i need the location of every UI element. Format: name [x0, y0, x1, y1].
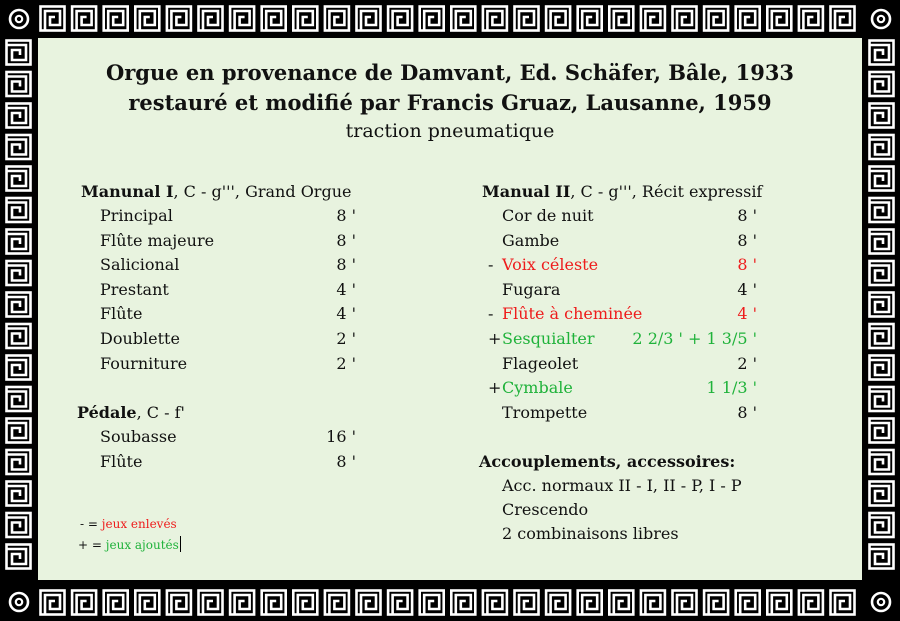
pedal-stop-size: 8 ' [336, 451, 356, 471]
accessories-heading: Accouplements, accessoires: [479, 452, 736, 471]
manual2-stop-mark: + [488, 329, 502, 348]
pedal-stop-name: Soubasse [100, 427, 177, 446]
manual2-stop-name: Flageolet [502, 353, 579, 373]
manual2-stop-name: Trompette [502, 402, 588, 422]
subtitle: traction pneumatique [345, 120, 555, 142]
manual2-stop-mark: - [488, 304, 494, 324]
manual2-stop-name: Sesquialter [502, 329, 595, 348]
manual2-stop-size: 8 ' [737, 402, 757, 422]
accessory-item: Acc. normaux II - I, II - P, I - P [502, 476, 742, 495]
manual2-stop-size: 2 ' [737, 353, 757, 373]
manual2-stop-size: 1 1/3 ' [706, 378, 757, 398]
manual2-stop-size: 2 2/3 ' + 1 3/5 ' [632, 329, 757, 348]
accessory-item: 2 combinaisons libres [502, 524, 679, 543]
legend-removed: - = jeux enlevés [80, 517, 177, 531]
manual2-stop-name: Flûte à cheminée [502, 304, 643, 324]
manual2-stop-size: 8 ' [737, 255, 757, 275]
manual2-stop-size: 4 ' [737, 279, 757, 299]
manual1-stop-name: Fourniture [100, 353, 188, 373]
manual1-stop-name: Doublette [100, 329, 180, 348]
manual2-stop-name: Voix céleste [502, 255, 599, 275]
accessory-item: Crescendo [502, 500, 589, 519]
manual1-stop-size: 2 ' [336, 353, 356, 373]
manual2-stop-name: Gambe [502, 230, 560, 250]
manual1-stop-size: 4 ' [336, 279, 356, 299]
title-line-2: restauré et modifié par Francis Gruaz, Lausanne, 1959 [128, 90, 772, 115]
pedal-stop-name: Flûte [100, 451, 143, 471]
manual1-stop-size: 2 ' [336, 329, 356, 348]
manual1-stop-size: 4 ' [336, 304, 356, 324]
manual2-stop-mark: + [488, 378, 502, 398]
manual2-stop-name: Cymbale [502, 378, 573, 398]
manual1-stop-name: Salicional [100, 255, 180, 275]
manual2-stop-mark: - [488, 255, 494, 275]
manual2-stop-size: 4 ' [737, 304, 757, 324]
pedal-heading: Pédale, C - f' [77, 403, 185, 422]
manual2-stop-size: 8 ' [737, 230, 757, 250]
manual1-stop-name: Prestant [100, 279, 169, 299]
manual1-stop-size: 8 ' [336, 255, 356, 275]
title-line-1: Orgue en provenance de Damvant, Ed. Schäfer, Bâle, 1933 [105, 60, 795, 85]
manual2-heading: Manual II, C - g''', Récit expressif [482, 182, 763, 201]
manual1-stop-name: Principal [100, 206, 173, 225]
manual1-heading: Manunal I, C - g''', Grand Orgue [81, 182, 352, 201]
manual1-stop-size: 8 ' [336, 230, 356, 250]
manual1-stop-name: Flûte majeure [100, 230, 215, 250]
manual1-stop-size: 8 ' [336, 206, 356, 225]
manual2-stop-name: Cor de nuit [502, 206, 594, 225]
manual2-stop-name: Fugara [502, 279, 561, 299]
legend-added: + = jeux ajoutés [78, 538, 179, 552]
manual1-stop-name: Flûte [100, 304, 143, 324]
manual2-stop-size: 8 ' [737, 206, 757, 225]
pedal-stop-size: 16 ' [326, 427, 356, 446]
text-cursor [180, 536, 181, 552]
